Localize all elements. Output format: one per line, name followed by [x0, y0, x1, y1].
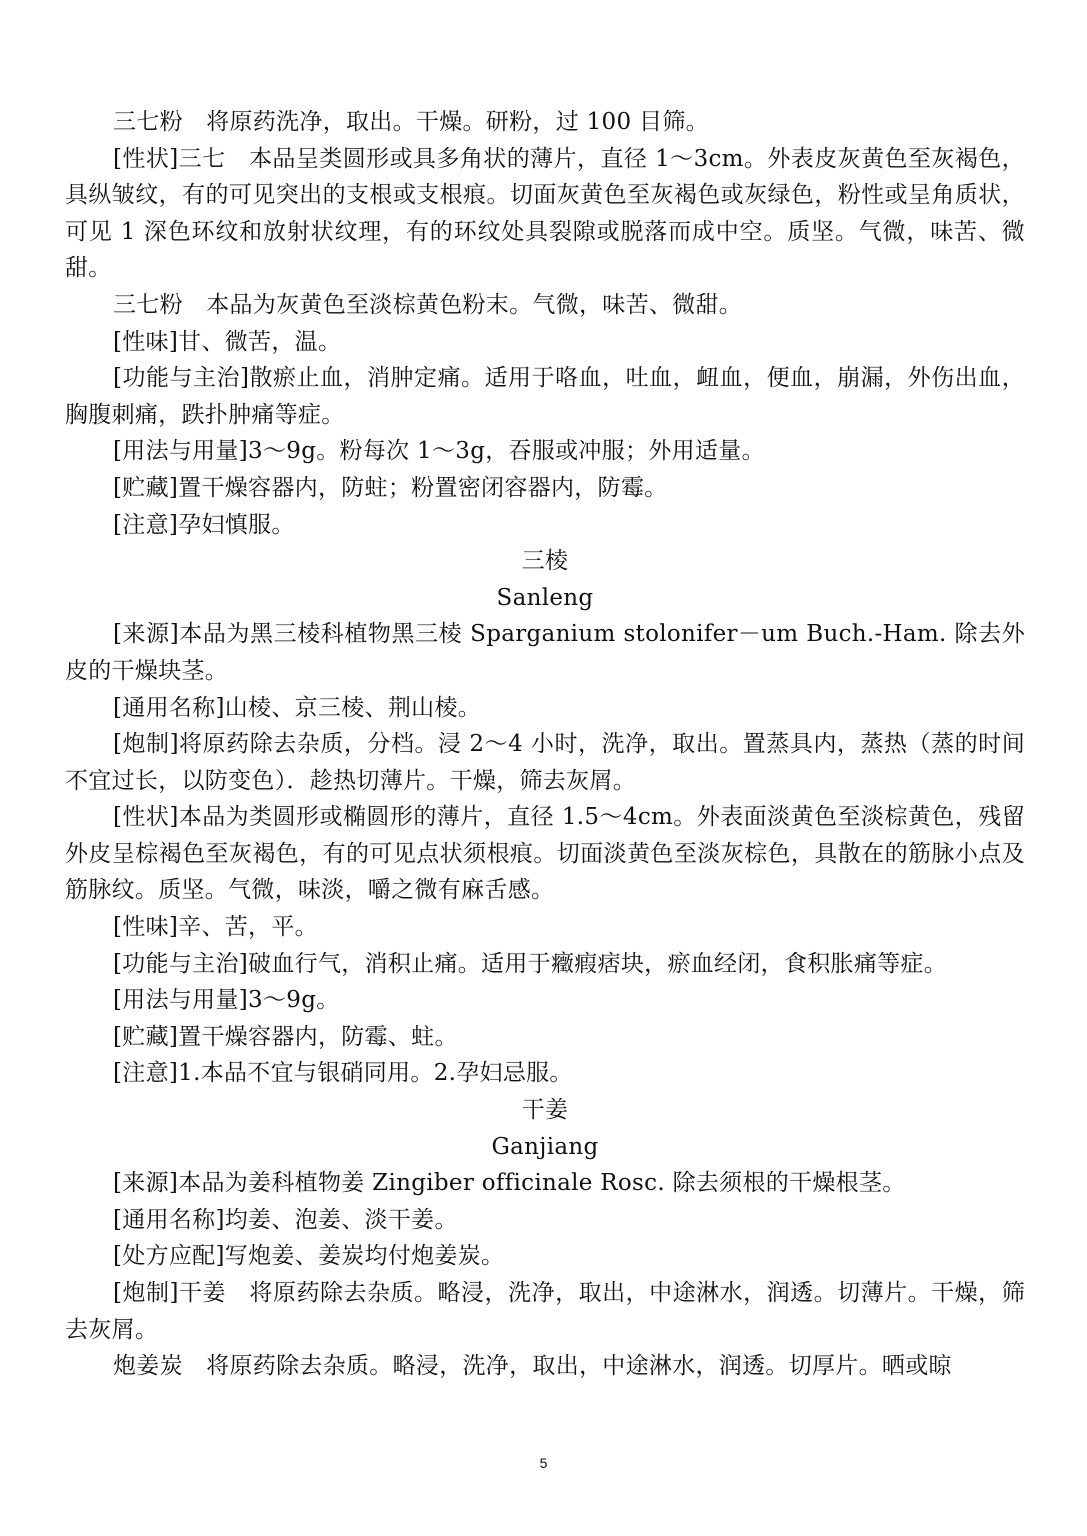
- sanleng-characteristics: [性状]本品为类圆形或椭圆形的薄片，直径 1.5～4cm。外表面淡黄色至淡棕黄色，残留外皮呈棕褐色至灰褐色，有的可见点状须根痕。切面淡黄色至淡灰棕色，具散在的筋脉小点及筋脉纹。质坚。气微，味淡，嚼之微有麻舌感。: [65, 804, 1025, 904]
- ganjiang-common-names: [通用名称]均姜、泡姜、淡干姜。: [113, 1206, 458, 1233]
- ganjiang-paojiang-processing: 炮姜炭 将原药除去杂质。略浸，洗净，取出，中途淋水，润透。切厚片。晒或晾: [113, 1353, 952, 1380]
- sanleng-title: 三棱: [521, 548, 569, 575]
- sanleng-source: [来源]本品为黑三棱科植物黑三棱 Sparganium stolonifer－um Buch.-Ham. 除去外皮的干燥块茎。: [65, 621, 1025, 684]
- ganjiang-prescription: [处方应配]写炮姜、姜炭均付炮姜炭。: [113, 1243, 505, 1270]
- sanqi-characteristics: [性状]三七 本品呈类圆形或具多角状的薄片，直径 1～3cm。外表皮灰黄色至灰褐色，具纵皱纹，有的可见突出的支根或支根痕。切面灰黄色至灰褐色或灰绿色，粉性或呈角质状，可见 1 深色环纹和放射状纹理，有的环纹处具裂隙或脱落而成中空。质坚。气微，味苦、微甜。: [65, 145, 1025, 282]
- sanleng-caution: [注意]1.本品不宜与银硝同用。2.孕妇忌服。: [113, 1060, 573, 1087]
- sanleng-dosage: [用法与用量]3～9g。: [113, 987, 340, 1014]
- sanqi-powder-characteristics: 三七粉 本品为灰黄色至淡棕黄色粉末。气微，味苦、微甜。: [113, 291, 743, 318]
- sanleng-nature-flavor: [性味]辛、苦，平。: [113, 914, 318, 941]
- sanqi-functions: [功能与主治]散瘀止血，消肿定痛。适用于咯血，吐血，衄血，便血，崩漏，外伤出血，胸腹刺痛，跌扑肿痛等症。: [65, 365, 1025, 428]
- ganjiang-source: [来源]本品为姜科植物姜 Zingiber officinale Rosc. 除去须根的干燥根茎。: [113, 1170, 906, 1197]
- sanqi-nature-flavor: [性味]甘、微苦，温。: [113, 328, 342, 355]
- sanqi-storage: [贮藏]置干燥容器内，防蛀；粉置密闭容器内，防霉。: [113, 474, 668, 501]
- ganjiang-processing: [炮制]干姜 将原药除去杂质。略浸，洗净，取出，中途淋水，润透。切薄片。干燥，筛去灰屑。: [65, 1280, 1025, 1343]
- sanleng-storage: [贮藏]置干燥容器内，防霉、蛀。: [113, 1023, 458, 1050]
- sanqi-powder-processing: 三七粉 将原药洗净，取出。干燥。研粉，过 100 目筛。: [113, 109, 709, 135]
- document-page: [65, 104, 1025, 1385]
- sanleng-pinyin: Sanleng: [496, 584, 594, 611]
- sanleng-common-names: [通用名称]山棱、京三棱、荆山棱。: [113, 694, 482, 721]
- ganjiang-pinyin: Ganjiang: [491, 1133, 599, 1160]
- sanleng-processing: [炮制]将原药除去杂质，分档。浸 2～4 小时，洗净，取出。置蒸具内，蒸热（蒸的时间不宜过长，以防变色）．趁热切薄片。干燥，筛去灰屑。: [65, 731, 1025, 794]
- ganjiang-title: 干姜: [521, 1097, 569, 1124]
- sanqi-dosage: [用法与用量]3～9g。粉每次 1～3g，吞服或冲服；外用适量。: [113, 438, 765, 465]
- page-number: 5: [539, 1455, 548, 1471]
- sanqi-caution: [注意]孕妇慎服。: [113, 511, 295, 538]
- sanleng-functions: [功能与主治]破血行气，消积止痛。适用于癥瘕痞块，瘀血经闭，食积胀痛等症。: [113, 950, 948, 977]
